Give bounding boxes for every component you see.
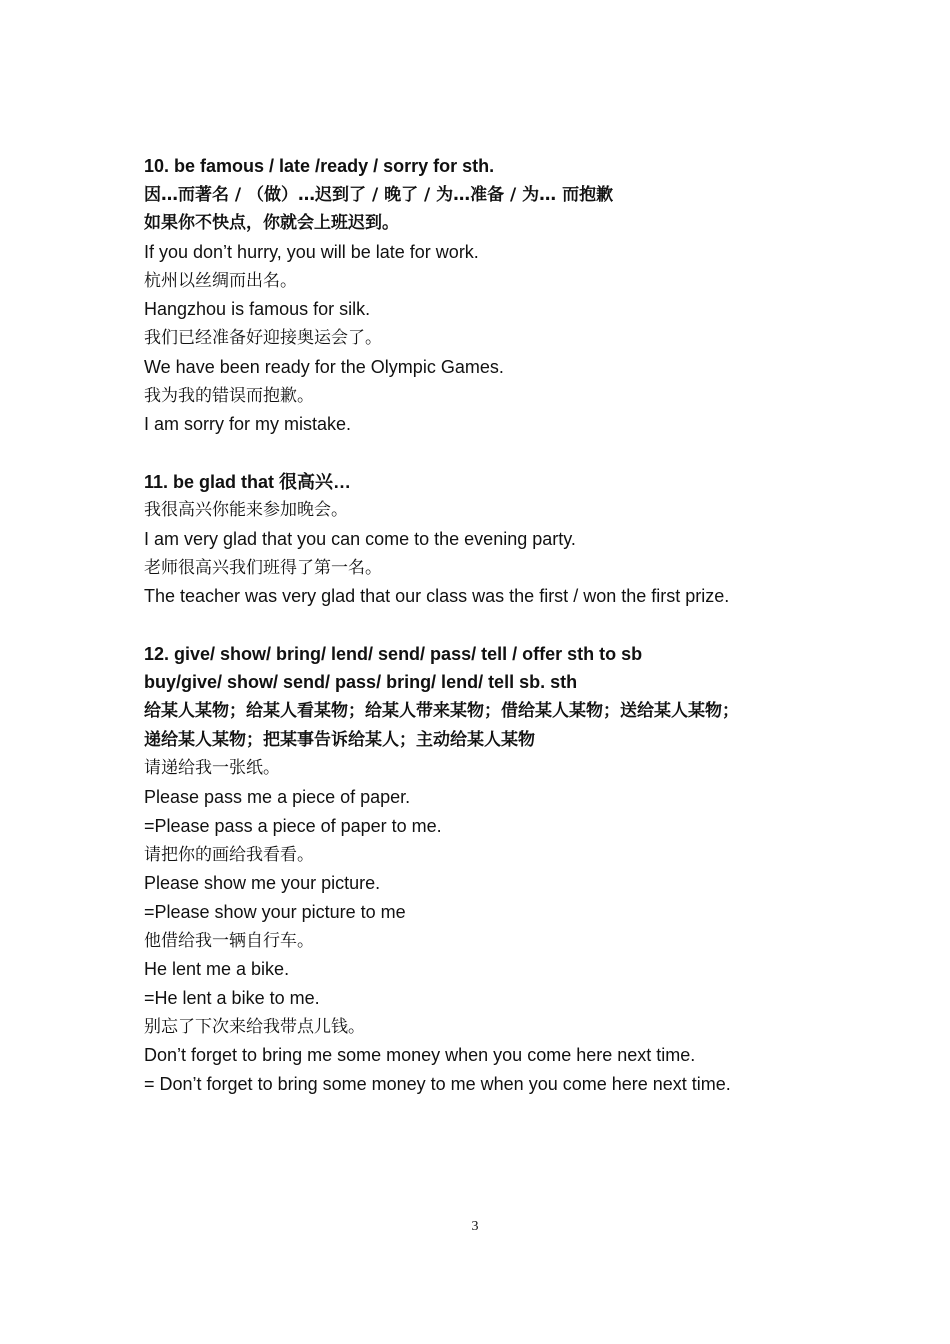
english-line: I am very glad that you can come to the evening party.	[144, 528, 576, 549]
english-line: =Please show your picture to me	[144, 901, 406, 922]
chinese-line: 别忘了下次来给我带点儿钱。	[144, 1016, 365, 1037]
english-line: He lent me a bike.	[144, 959, 290, 980]
chinese-line: 杭州以丝绸而出名。	[144, 270, 297, 291]
english-line: We have been ready for the Olympic Games.	[144, 356, 504, 377]
chinese-line: 递给某人某物；把某事告诉给某人；主动给某人某物	[144, 729, 535, 750]
chinese-line: 给某人某物；给某人看某物；给某人带来某物；借给某人某物；送给某人某物；	[144, 701, 739, 722]
english-line: buy/give/ show/ send/ pass/ bring/ lend/ tell sb. sth	[144, 672, 578, 693]
english-line: = Don’t forget to bring some money to me when you come here next time.	[144, 1074, 731, 1094]
section-12	[144, 640, 824, 1099]
chinese-line: 请把你的画给我看看。	[144, 844, 314, 865]
english-line: Please show me your picture.	[144, 873, 381, 894]
section-10	[144, 152, 824, 439]
page-content	[144, 152, 824, 1099]
english-line: If you don’t hurry, you will be late for work.	[144, 242, 479, 263]
chinese-line: 请递给我一张纸。	[144, 758, 280, 779]
english-line: =Please pass a piece of paper to me.	[144, 815, 442, 836]
section-gap	[144, 611, 824, 640]
english-line: Hangzhou is famous for silk.	[144, 299, 371, 320]
section-gap	[144, 439, 824, 468]
chinese-line: 我为我的错误而抱歉。	[144, 385, 314, 406]
english-line: Please pass me a piece of paper.	[144, 787, 411, 808]
chinese-line: 我们已经准备好迎接奥运会了。	[144, 328, 382, 349]
chinese-line: 我很高兴你能来参加晚会。	[144, 500, 348, 521]
section-heading: 11. be glad that 很高兴…	[144, 471, 352, 492]
english-line: =He lent a bike to me.	[144, 987, 320, 1008]
chinese-line: 因…而著名 / （做）…迟到了 / 晚了 / 为…准备 / 为… 而抱歉	[144, 184, 614, 205]
section-heading: 12. give/ show/ bring/ lend/ send/ pass/ tell / offer sth to sb	[144, 643, 643, 664]
english-line: I am sorry for my mistake.	[144, 414, 352, 435]
english-line: Don’t forget to bring me some money when you come here next time.	[144, 1045, 696, 1066]
chinese-line: 如果你不快点，你就会上班迟到。	[144, 213, 399, 234]
section-11	[144, 468, 824, 611]
chinese-line: 他借给我一辆自行车。	[144, 930, 314, 951]
english-line: The teacher was very glad that our class was the first / won the first prize.	[144, 586, 730, 607]
chinese-line: 老师很高兴我们班得了第一名。	[144, 557, 382, 578]
section-heading: 10. be famous / late /ready / sorry for sth.	[144, 156, 495, 176]
page-number: 3	[471, 1219, 479, 1234]
